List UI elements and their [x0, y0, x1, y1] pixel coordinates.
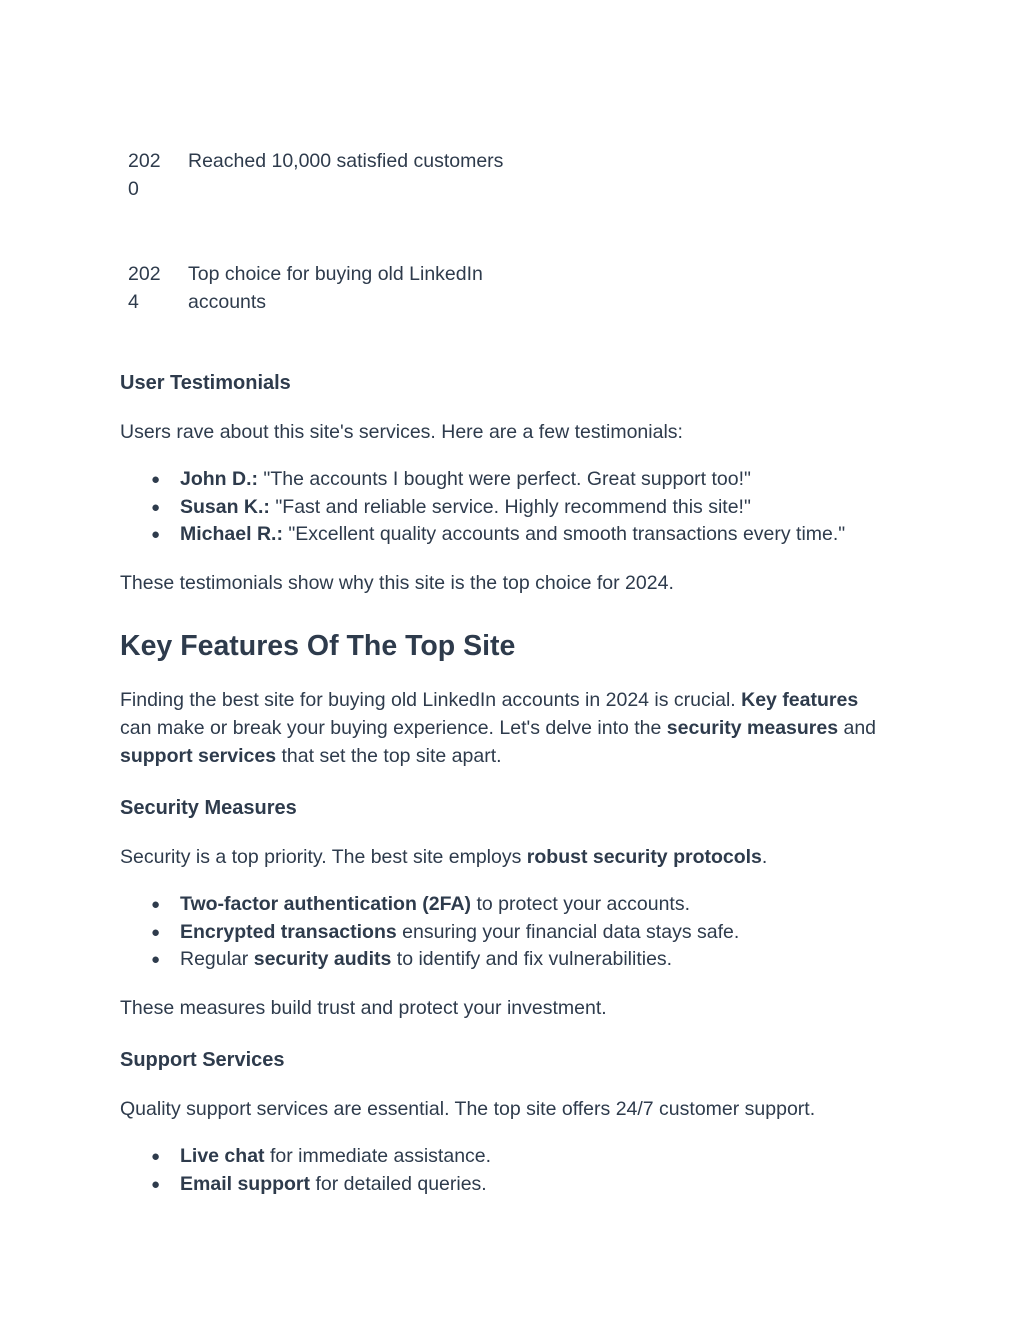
bullet-icon: ●: [151, 923, 161, 941]
list-item: [120, 494, 890, 522]
text-span: for detailed queries.: [310, 1172, 487, 1195]
text-span: .: [761, 846, 768, 868]
bullet-icon: ●: [151, 471, 161, 488]
bullet-icon: ●: [151, 1148, 161, 1165]
text-span: Regular: [180, 948, 254, 970]
bullet-icon: ●: [151, 1175, 161, 1193]
testimonial-author: John D.:: [180, 468, 258, 490]
testimonial-author: Michael R.:: [180, 523, 283, 545]
bold-span: Encrypted transactions: [180, 920, 397, 943]
text-span: Security is a top priority. The best site employs: [120, 846, 527, 868]
testimonial-quote: "The accounts I bought were perfect. Great support too!": [258, 468, 751, 490]
text-span: Finding the best site for buying old LinkedIn accounts in 2024 is crucial.: [120, 689, 742, 711]
testimonial-quote: "Fast and reliable service. Highly recommend this site!": [269, 495, 751, 518]
bold-span: Key features: [741, 689, 859, 711]
list-item: [120, 466, 890, 494]
list-item: [120, 919, 890, 947]
timeline-event: Reached 10,000 satisfied customers: [188, 150, 504, 172]
timeline-event: Top choice for buying old LinkedIn accounts: [188, 263, 483, 313]
features-heading: Key Features Of The Top Site: [120, 630, 516, 662]
testimonials-outro: These testimonials show why this site is the top choice for 2024.: [120, 572, 674, 594]
list-item: [120, 1171, 890, 1199]
bullet-icon: ●: [151, 951, 161, 968]
testimonials-heading: User Testimonials: [120, 372, 291, 394]
bold-span: security audits: [253, 948, 392, 970]
testimonials-intro: Users rave about this site's services. Here are a few testimonials:: [120, 421, 683, 443]
text-span: ensuring your financial data stays safe.: [396, 920, 740, 943]
text-span: and: [838, 717, 877, 739]
bullet-icon: ●: [151, 526, 161, 543]
text-span: that set the top site apart.: [276, 745, 502, 767]
bold-span: Email support: [180, 1172, 311, 1195]
support-list: [120, 1143, 890, 1198]
testimonial-quote: "Excellent quality accounts and smooth transactions every time.": [282, 523, 846, 545]
timeline-year: 2024: [128, 263, 161, 313]
timeline-year: 2020: [128, 150, 161, 200]
text-span: to identify and fix vulnerabilities.: [391, 948, 673, 970]
bold-span: Live chat: [180, 1145, 265, 1167]
list-item: [120, 521, 890, 549]
text-span: can make or break your buying experience. Let's delve into the: [120, 717, 667, 739]
list-item: [120, 1143, 890, 1171]
bold-span: support services: [120, 745, 277, 767]
list-item: [120, 891, 890, 919]
text-span: for immediate assistance.: [264, 1145, 492, 1167]
bold-span: robust security protocols: [526, 846, 762, 868]
bullet-icon: ●: [151, 498, 161, 516]
list-item: [120, 946, 890, 974]
security-list: [120, 891, 890, 974]
bold-span: security measures: [666, 717, 839, 739]
features-intro: [120, 686, 890, 770]
testimonial-author: Susan K.:: [180, 495, 270, 518]
security-heading: Security Measures: [120, 797, 297, 819]
bullet-icon: ●: [151, 896, 161, 913]
text-span: to protect your accounts.: [471, 893, 691, 915]
testimonials-list: [120, 466, 890, 549]
security-outro: These measures build trust and protect your investment.: [120, 997, 607, 1019]
security-intro: [120, 843, 890, 871]
support-heading: Support Services: [120, 1049, 285, 1071]
bold-span: Two-factor authentication (2FA): [180, 893, 472, 915]
support-intro: Quality support services are essential. The top site offers 24/7 customer support.: [120, 1098, 816, 1120]
